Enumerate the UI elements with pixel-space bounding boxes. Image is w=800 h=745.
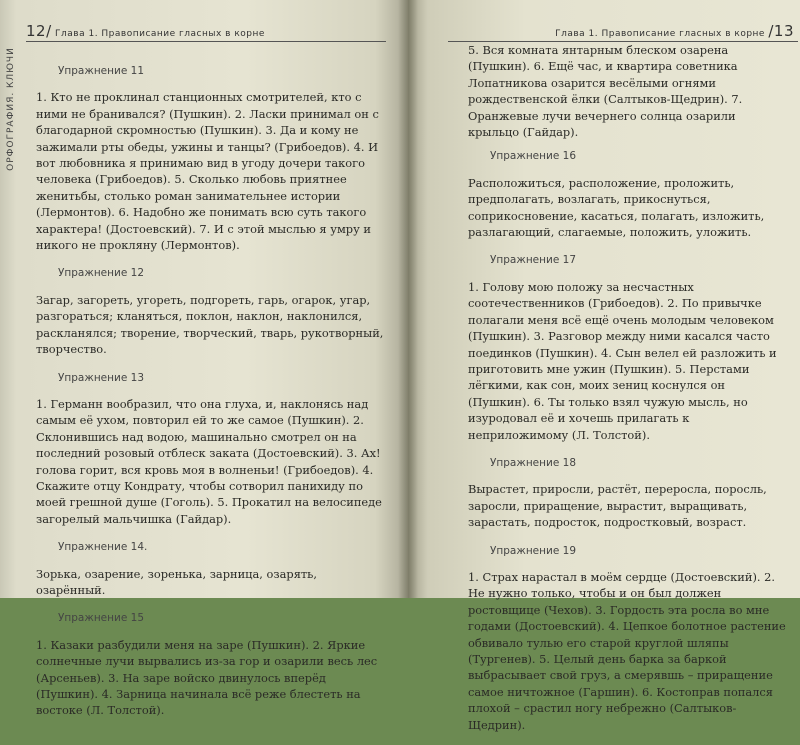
exercise-text: Зорька, озарение, зоренька, зарница, озарять, озарённый. [36, 566, 318, 597]
book-gutter [398, 0, 418, 598]
exercise-title: Упражнение 12 [58, 267, 144, 280]
exercise-title: Упражнение 17 [490, 254, 576, 267]
left-header-rule [26, 41, 386, 42]
exercise-text: 1. Страх нарастал в моём сердце (Достоевский). 2. Не нужно только, чтобы и он был должен ростовщице (Чехов). 3. Гордость эта росла во мне годами (Достоевский). 4. Цепкое болотное растение обвивало тулью его старой круглой шляпы (Тургенев). 5. Целый день барка за баркой выбрасывает свой груз, а смерявшь – приращение самое ничтожное (Гаршин). 6. Костоправ попался плохой – срастил ногу небрежно (Салтыков-Щедрин). [468, 569, 786, 732]
right-page-number: 13 [773, 22, 794, 40]
exercise-text: 1. Кто не проклинал станционных смотрителей, кто с ними не бранивался? (Пушкин). 2. Ласки принимал он с благодарной скромностью (Пушкин). 3. Да и кому не зажимали рты обеды, ужины и танцы? (Грибоедов). 4. И вот любовника я принимаю вид в угоду дочери такого человека (Грибоедов). 5. Сколько любовь приятнее женитьбы, столько роман занимательнее истории (Лермонтов). 6. Надобно же понимать всю суть такого характера! (Достоевский). 7. И с этой мыслью я умру и никого не прокляну (Лермонтов). [36, 90, 379, 253]
exercise-title: Упражнение 16 [490, 150, 576, 163]
exercise-title: Упражнение 11 [58, 65, 144, 77]
exercise-text: Загар, загореть, угореть, подгореть, гарь, огарок, угар, разгораться; кланяться, поклон, наклон, наклонился, раскланялся; творение, творческий, тварь, рукотворный, творчество. [36, 292, 384, 357]
exercise-text: Расположиться, расположение, проложить, предполагать, возлагать, прикоснуться, соприкосновение, касаться, полагать, изложить, разлагающий, слагаемые, положить, уложить. [468, 175, 765, 240]
left-page-number: 12 [26, 22, 47, 40]
exercise-title: Упражнение 13 [58, 371, 144, 384]
exercise-title: Упражнение 15 [58, 612, 144, 625]
exercise-title: Упражнение 18 [490, 456, 576, 469]
exercise-continuation: 5. Вся комната янтарным блеском озарена (Пушкин). 6. Ещё час, и квартира советника Лопатникова озарится весёлыми огнями рождественской ёлки (Салтыков-Щедрин). 7. Оранжевые лучи вечернего солнца озарили крыльцо (Гайдар). [468, 43, 743, 140]
left-page-content [36, 55, 386, 731]
left-page [0, 0, 408, 718]
side-tab [2, 34, 20, 184]
right-chapter-header: Глава 1. Правописание гласных в корне [555, 29, 765, 39]
exercise-text: 1. Германн вообразил, что она глуха, и, наклонясь над самым её ухом, повторил ей то же самое (Пушкин). 2. Склонившись над водою, машинально смотрел он на последний розовый отблеск заката (Достоевский). 3. Ах! голова горит, вся кровь моя в волненьи! (Грибоедов). 4. Скажите отцу Кондрату, чтобы сотворил панихиду по моей грешной душе (Гоголь). 5. Прокатил на велосипеде загорелый мальчишка (Гайдар). [36, 396, 382, 526]
exercise-text: 1. Голову мою положу за несчастных соотечественников (Грибоедов). 2. По привычке полагали меня всё ещё очень молодым человеком (Пушкин). 3. Разговор между ними касался часто поединков (Пушкин). 4. Сын велел ей разложить и приготовить мне ужин (Пушкин). 5. Перстами лёгкими, как сон, моих зениц коснулся он (Пушкин). 6. Ты только взял чужую мысль, но изуродовал её и хочешь прилагать к неприложимому (Л. Толстой). [468, 279, 777, 442]
left-running-head: 12/ Глава 1. Правописание гласных в корне [26, 22, 265, 40]
left-chapter-header: Глава 1. Правописание гласных в корне [55, 29, 265, 39]
right-page-content [468, 42, 790, 745]
exercise-title: Упражнение 14. [58, 541, 148, 554]
exercise-text: Вырастет, приросли, растёт, переросла, поросль, заросли, приращение, вырастит, выращивать, зарастать, подросток, подростковый, возраст. [468, 482, 767, 530]
side-tab-label: ОРФОГРАФИЯ. КЛЮЧИ [6, 47, 16, 171]
exercise-text: 1. Казаки разбудили меня на заре (Пушкин). 2. Яркие солнечные лучи вырвались из-за гор и озарили весь лес (Арсеньев). 3. На заре войско двинулось вперёд (Пушкин). 4. Зарница начинала всё реже блестеть на востоке (Л. Толстой). [36, 637, 378, 718]
right-running-head: Глава 1. Правописание гласных в корне /13 [555, 22, 794, 40]
right-page [408, 0, 800, 732]
exercise-title: Упражнение 19 [490, 544, 576, 557]
